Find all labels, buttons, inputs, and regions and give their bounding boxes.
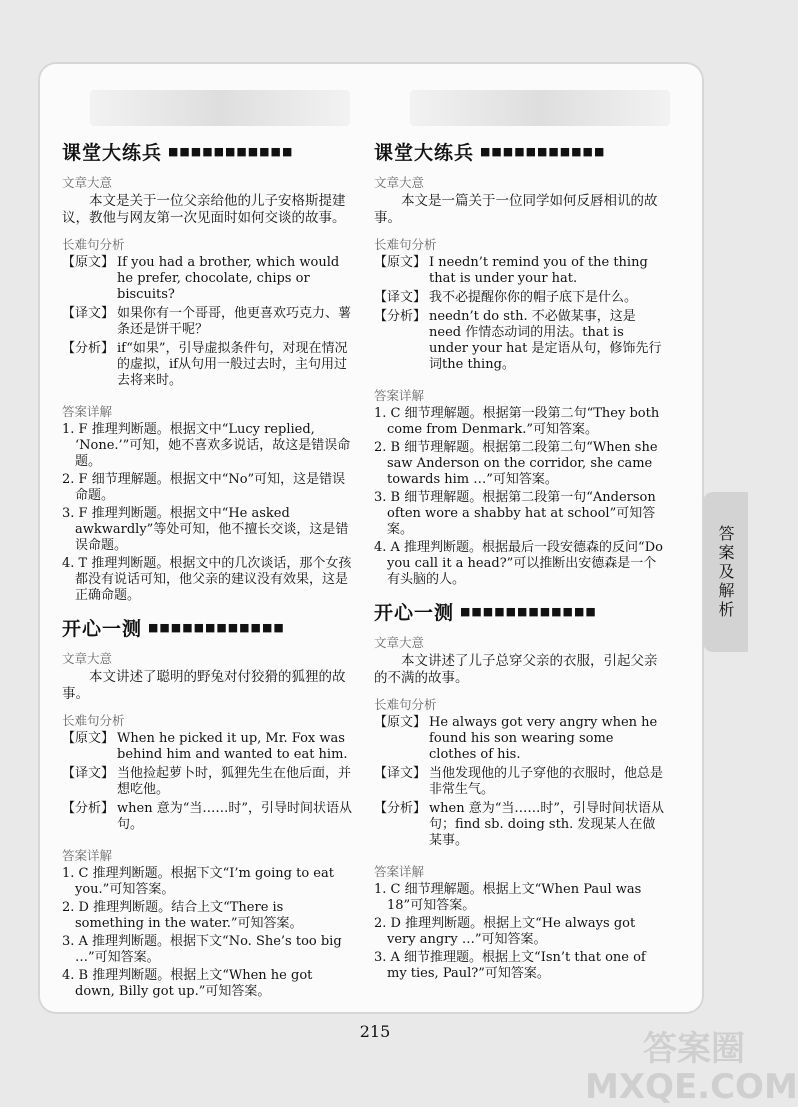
header-decoration-left [90,90,350,126]
answer-item: 1. C 细节理解题。根据上文“When Paul was 18”可知答案。 [374,882,642,913]
answer-item: 4. B 推理判断题。根据上文“When he got down, Billy got up.”可知答案。 [62,968,313,999]
summary-text: 本文是一篇关于一位同学如何反唇相讥的故事。 [374,193,658,226]
summary-label: 文章大意 [62,651,113,666]
original-sentence: 【原文】 He always got very angry when he found his son wearing some clothes of his. [374,715,658,762]
answer-item: 3. B 细节理解题。根据第二段第一句“Anderson often wore a shabby hat at school”可知答案。 [374,490,656,537]
analysis: 【分析】 needn’t do sth. 不必做某事，这是need 作情态动词的用法。that is under your hat 是定语从句，修饰先行词the thing。 [374,309,662,372]
analysis-label: 长难句分析 [374,697,437,712]
original-sentence: 【原文】 When he picked it up, Mr. Fox was behind him and wanted to eat him. [62,731,348,762]
section-title: 开心一测 [62,618,143,640]
answers-label: 答案详解 [374,864,425,879]
answer-item: 4. T 推理判断题。根据文中的几次谈话，那个女孩都没有说话可知，他父亲的建议没有效果，这是正确命题。 [62,556,352,603]
section-header [62,614,352,641]
analysis: 【分析】 when 意为“当……时”，引导时间状语从句。 [62,801,353,832]
section-header [374,598,664,625]
answer-list [62,866,352,1000]
section-title: 开心一测 [374,602,455,624]
answer-item: 2. B 细节理解题。根据第二段第二句“When she saw Anderson on the corridor, she came towards him …”可知答案。 [374,440,658,487]
answer-item: 1. C 细节理解题。根据第一段第二句“They both come from Denmark.”可知答案。 [374,406,660,437]
right-column [374,138,664,992]
section-title: 课堂大练兵 [62,142,163,164]
page-number: 215 [359,1022,391,1041]
summary-label: 文章大意 [374,175,425,190]
answer-item: 2. F 细节理解题。根据文中“No”可知，这是错误命题。 [62,472,346,503]
section-decoration: ■■■■■■■■■■■■ [148,621,285,634]
answer-list [374,882,664,982]
analysis-label: 长难句分析 [374,237,437,252]
header-decoration-right [410,90,670,126]
answer-list [62,422,352,604]
answer-item: 3. F 推理判断题。根据文中“He asked awkwardly”等处可知，他不擅长交谈，这是错误命题。 [62,506,349,553]
summary-label: 文章大意 [62,175,113,190]
analysis: 【分析】 if“如果”，引导虚拟条件句，对现在情况的虚拟，if从句用一般过去时，主句用过去将来时。 [62,341,348,388]
answer-item: 1. C 推理判断题。根据下文“I’m going to eat you.”可知答案。 [62,866,334,897]
translation: 【译文】 当他捡起萝卜时，狐狸先生在他后面，并想吃他。 [62,766,352,797]
section-title: 课堂大练兵 [374,142,475,164]
section-header [62,138,352,165]
analysis-label: 长难句分析 [62,713,125,728]
left-column [62,138,352,1010]
translation: 【译文】 我不必提醒你你的帽子底下是什么。 [374,290,638,305]
analysis-label: 长难句分析 [62,237,125,252]
summary-text: 本文讲述了聪明的野兔对付狡猾的狐狸的故事。 [62,669,346,702]
answers-label: 答案详解 [374,388,425,403]
watermark-logo: 答案圈 MXQE.COM [585,1029,798,1107]
original-sentence: 【原文】 If you had a brother, which would he prefer, chocolate, chips or biscuits? [62,255,340,302]
answer-item: 2. D 推理判断题。结合上文“There is something in the water.”可知答案。 [62,900,303,931]
section-decoration: ■■■■■■■■■■■ [480,145,606,158]
answer-item: 3. A 推理判断题。根据下文“No. She’s too big …”可知答案。 [62,934,342,965]
side-tab-label: 答案及解析 [716,524,735,620]
answers-label: 答案详解 [62,848,113,863]
answer-item: 1. F 推理判断题。根据文中“Lucy replied, ‘None.’”可知，她不喜欢多说话，故这是错误命题。 [62,422,351,469]
summary-text: 本文讲述了儿子总穿父亲的衣服，引起父亲的不满的故事。 [374,653,658,686]
analysis: 【分析】 when 意为“当……时”，引导时间状语从句；find sb. doing sth. 发现某人在做某事。 [374,801,665,848]
answer-list [374,406,664,588]
section-decoration: ■■■■■■■■■■■ [168,145,294,158]
summary-text: 本文是关于一位父亲给他的儿子安格斯提建议，教他与网友第一次见面时如何交谈的故事。 [62,193,346,226]
answers-label: 答案详解 [62,404,113,419]
summary-label: 文章大意 [374,635,425,650]
original-sentence: 【原文】 I needn’t remind you of the thing that is under your hat. [374,255,648,286]
side-tab [703,492,748,652]
translation: 【译文】 如果你有一个哥哥，他更喜欢巧克力、薯条还是饼干呢？ [62,306,352,337]
answer-item: 3. A 细节推理题。根据上文“Isn’t that one of my ties, Paul?”可知答案。 [374,950,646,981]
answer-item: 2. D 推理判断题。根据上文“He always got very angry …”可知答案。 [374,916,636,947]
section-decoration: ■■■■■■■■■■■■ [460,605,597,618]
section-header [374,138,664,165]
answer-item: 4. A 推理判断题。根据最后一段安德森的反问“Do you call it a head?”可以推断出安德森是一个有头脑的人。 [374,540,663,587]
translation: 【译文】 当他发现他的儿子穿他的衣服时，他总是非常生气。 [374,766,664,797]
